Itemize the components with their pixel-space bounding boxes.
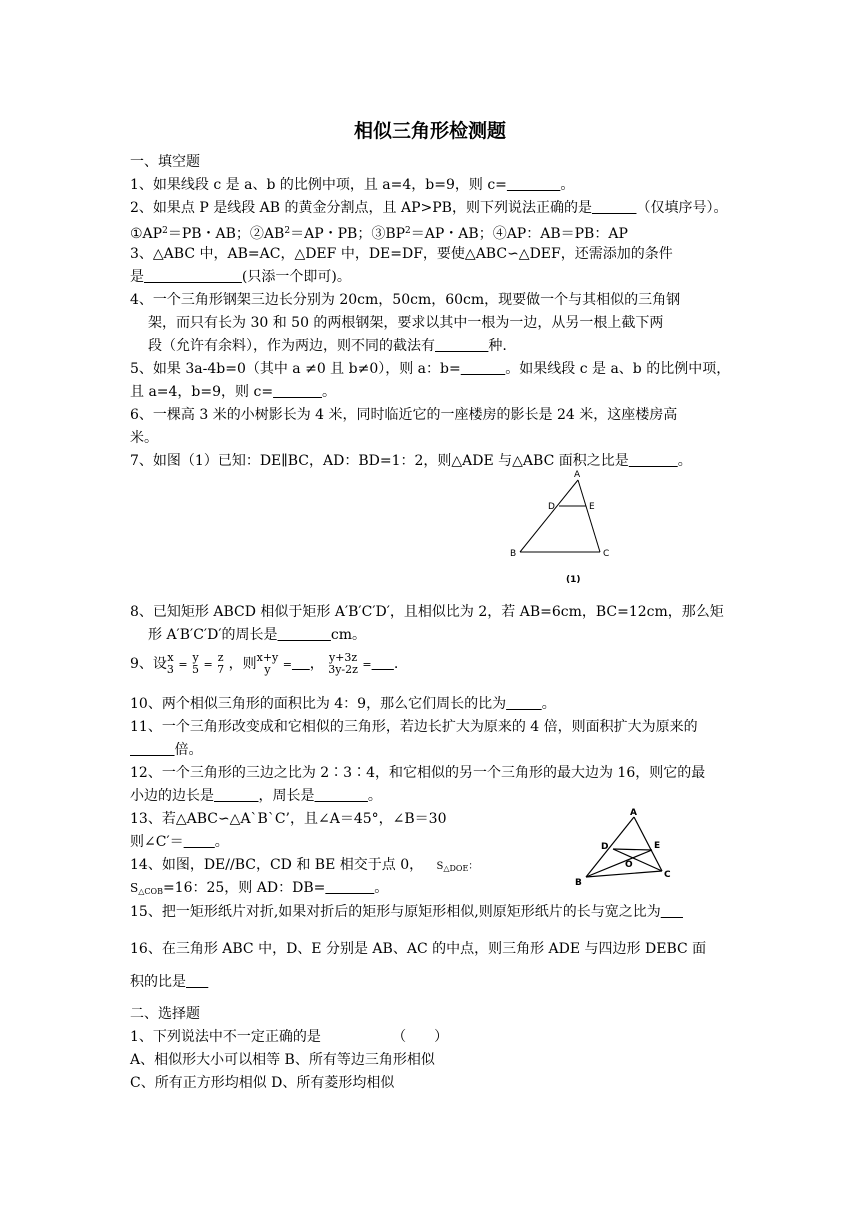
- answer-blank: [661, 904, 683, 920]
- question-14: 14、如图，DE//BC，CD 和 BE 相交于点 0， $S_{\triangle DOE}$：: [130, 857, 479, 873]
- question-8: 8、已知矩形 ABCD 相似于矩形 A′B′C′D′，且相似比为 2，若 AB=6cm，BC=12cm，那么矩: [130, 604, 724, 620]
- page-title: 相似三角形检测题: [353, 120, 506, 142]
- answer-blank: [592, 200, 637, 216]
- question-13-cont: 则∠C′＝ 。: [130, 834, 229, 850]
- question-4: 4、一个三角形钢架三边长分别为 20cm，50cm，60cm，现要做一个与其相似的三角钢: [130, 292, 681, 308]
- question-3-cont: 是 (只添一个即可)。: [130, 269, 351, 285]
- fraction-y3z-3y2z: y+3z 3y-2z: [328, 651, 358, 676]
- question-4-end: 段（允许有余料），作为两边，则不同的截法有 种.: [148, 338, 507, 354]
- question-2-options: $①AP^2=PB$・AB；$②AB^2=AP$・PB；$③BP^2=AP$・AB；④AP：AB＝PB：AP: [130, 226, 628, 242]
- answer-blank: [461, 361, 506, 377]
- fraction-x-3: x 3: [166, 651, 174, 676]
- figure-2-triangle: [570, 805, 680, 887]
- question-10: 10、两个相似三角形的面积比为 4：9，那么它们周长的比为 。: [130, 696, 556, 712]
- segment-de: [613, 849, 652, 850]
- answer-blank: [315, 788, 368, 804]
- answer-blank: [435, 338, 488, 354]
- question-6-cont: 米。: [130, 430, 158, 446]
- answer-blank: [273, 384, 322, 400]
- answer-blank: [144, 269, 242, 285]
- choice-question-1: 1、下列说法中不一定正确的是 （ ）: [130, 1029, 449, 1045]
- answer-blank: [278, 627, 331, 643]
- figure-caption: (1): [566, 575, 581, 585]
- answer-blank: [130, 742, 175, 758]
- question-14-cont: $S_{\triangle COB}=16$：25，则 AD：DB= 。: [130, 880, 389, 896]
- label-a: A: [574, 470, 581, 480]
- label-b: B: [510, 549, 517, 559]
- fraction-z-7: z 7: [217, 651, 225, 676]
- question-12: 12、一个三角形的三边之比为 2∶3∶4，和它相似的另一个三角形的最大边为 16，则它的最: [130, 765, 706, 781]
- answer-blank: [325, 880, 374, 896]
- answer-blank: [507, 177, 560, 193]
- label-o: O: [625, 860, 633, 870]
- answer-blank: [372, 656, 394, 672]
- question-8-cont: 形 A′B′C′D′的周长是 cm。: [148, 627, 367, 643]
- label-d: D: [548, 502, 555, 512]
- label-c: C: [603, 549, 610, 559]
- figure-1-triangle: [500, 466, 620, 591]
- label-e: E: [589, 502, 595, 512]
- answer-blank: [506, 696, 542, 712]
- label-d: D: [601, 842, 609, 852]
- choice-options-ab: A、相似形大小可以相等 B、所有等边三角形相似: [130, 1052, 435, 1068]
- label-c: C: [664, 870, 671, 880]
- answer-blank: [184, 834, 215, 850]
- question-1: 1、如果线段 c 是 a、b 的比例中项，且 a=4，b=9，则 c= 。: [130, 177, 575, 193]
- label-a: A: [630, 808, 637, 818]
- question-7: 7、如图（1）已知：DE∥BC，AD：BD=1：2，则△ADE 与△ABC 面积之比是 。: [130, 453, 692, 469]
- label-e: E: [654, 841, 661, 851]
- question-13: 13、若△ABC∽△A`B`C’，且∠A＝45°，∠B＝30: [130, 811, 447, 827]
- question-16-cont: 积的比是: [130, 972, 208, 992]
- side-ab: [520, 480, 578, 552]
- question-6: 6、一棵高 3 米的小树影长为 4 米，同时临近它的一座楼房的影长是 24 米，这座楼房高: [130, 407, 678, 423]
- question-12-cont: 小边的边长是 ，周长是 。: [130, 788, 382, 804]
- question-16: 16、在三角形 ABC 中，D、E 分别是 AB、AC 的中点，则三角形 ADE 与四边形 DEBC 面: [130, 941, 707, 957]
- choice-options-cd: C、所有正方形均相似 D、所有菱形均相似: [130, 1075, 395, 1091]
- answer-blank: [629, 453, 678, 469]
- section-fill-in: 一、填空题: [130, 154, 200, 170]
- segment-dc: [613, 849, 662, 871]
- fraction-y-5: y 5: [192, 651, 200, 676]
- question-9: 9、设 x 3 = y 5 = z 7 ，则 x+y y = ， y+3z 3y-2z = .: [130, 651, 399, 676]
- label-b: B: [575, 878, 582, 887]
- question-11: 11、一个三角形改变成和它相似的三角形，若边长扩大为原来的 4 倍，则面积扩大为原来的: [130, 719, 698, 735]
- question-4-cont: 架，而只有长为 30 和 50 的两根钢架，要求以其中一根为一边，从另一根上截下两: [148, 315, 664, 331]
- side-ac: [578, 480, 600, 552]
- answer-blank: [214, 788, 259, 804]
- fraction-xy-y: x+y y: [256, 651, 279, 676]
- answer-blank: [292, 656, 310, 672]
- question-3: 3、△ABC 中，AB=AC，△DEF 中，DE=DF，要使△ABC∽△DEF，还需添加的条件: [130, 246, 673, 262]
- section-choice: 二、选择题: [130, 1006, 200, 1022]
- answer-blank: [186, 974, 208, 990]
- question-11-cont: 倍。: [130, 740, 203, 760]
- question-5-cont: 且 a=4，b=9，则 c= 。: [130, 384, 337, 400]
- question-15: 15、把一矩形纸片对折,如果对折后的矩形与原矩形相似,则原矩形纸片的长与宽之比为: [130, 902, 683, 922]
- question-5: 5、如果 3a-4b=0（其中 a ≠0 且 b≠0），则 a：b= 。如果线段 c 是 a、b 的比例中项，: [130, 361, 731, 377]
- question-2: 2、如果点 P 是线段 AB 的黄金分割点，且 AP>PB，则下列说法正确的是 （仅填序号）。: [130, 200, 728, 216]
